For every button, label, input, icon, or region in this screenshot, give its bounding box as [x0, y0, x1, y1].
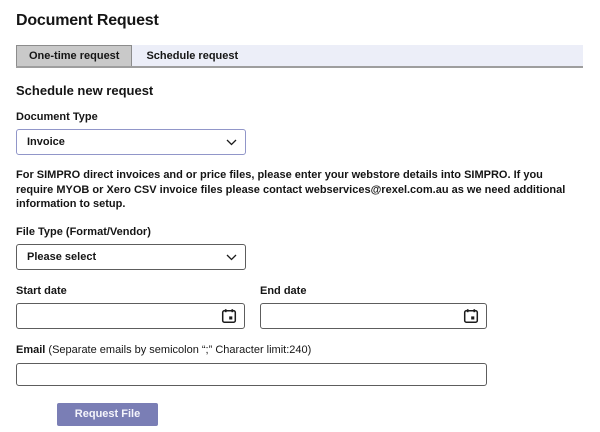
end-date-input[interactable] — [269, 310, 463, 322]
file-type-select[interactable] — [16, 244, 246, 270]
dates-row — [16, 285, 600, 329]
tab-schedule-request[interactable] — [132, 45, 252, 66]
request-file-button[interactable]: Request File — [57, 403, 158, 426]
calendar-icon[interactable] — [221, 308, 237, 324]
tab-one-time-request-label: One-time request — [29, 50, 120, 62]
end-date-field — [260, 285, 487, 329]
email-label-bold: Email — [16, 343, 46, 356]
file-type-label: File Type (Format/Vendor) — [16, 225, 151, 238]
email-label-hint: (Separate emails by semicolon “;” Character limit:240) — [48, 343, 312, 356]
start-date-box — [16, 303, 245, 329]
page-title: Document Request — [16, 12, 159, 29]
tab-bar — [16, 45, 583, 68]
tab-schedule-request-label: Schedule request — [146, 49, 239, 62]
section-heading: Schedule new request — [16, 83, 154, 98]
end-date-box — [260, 303, 487, 329]
calendar-icon[interactable] — [463, 308, 479, 324]
document-type-field — [16, 111, 600, 155]
email-label — [16, 344, 600, 356]
tab-one-time-request[interactable] — [16, 45, 132, 66]
end-date-label: End date — [260, 284, 307, 297]
document-type-select[interactable] — [16, 129, 246, 155]
start-date-input[interactable] — [25, 310, 221, 322]
start-date-label: Start date — [16, 284, 67, 297]
email-field — [16, 344, 600, 386]
file-type-field — [16, 226, 600, 270]
start-date-field — [16, 285, 245, 329]
info-text: For SIMPRO direct invoices and or price files, please enter your webstore details into SIMPRO. If you require MYOB or Xero CSV invoice files please contact webservices@rexel.com.au as we need additional information to setup. — [16, 169, 566, 211]
email-input[interactable] — [16, 363, 487, 386]
document-type-label: Document Type — [16, 111, 98, 123]
